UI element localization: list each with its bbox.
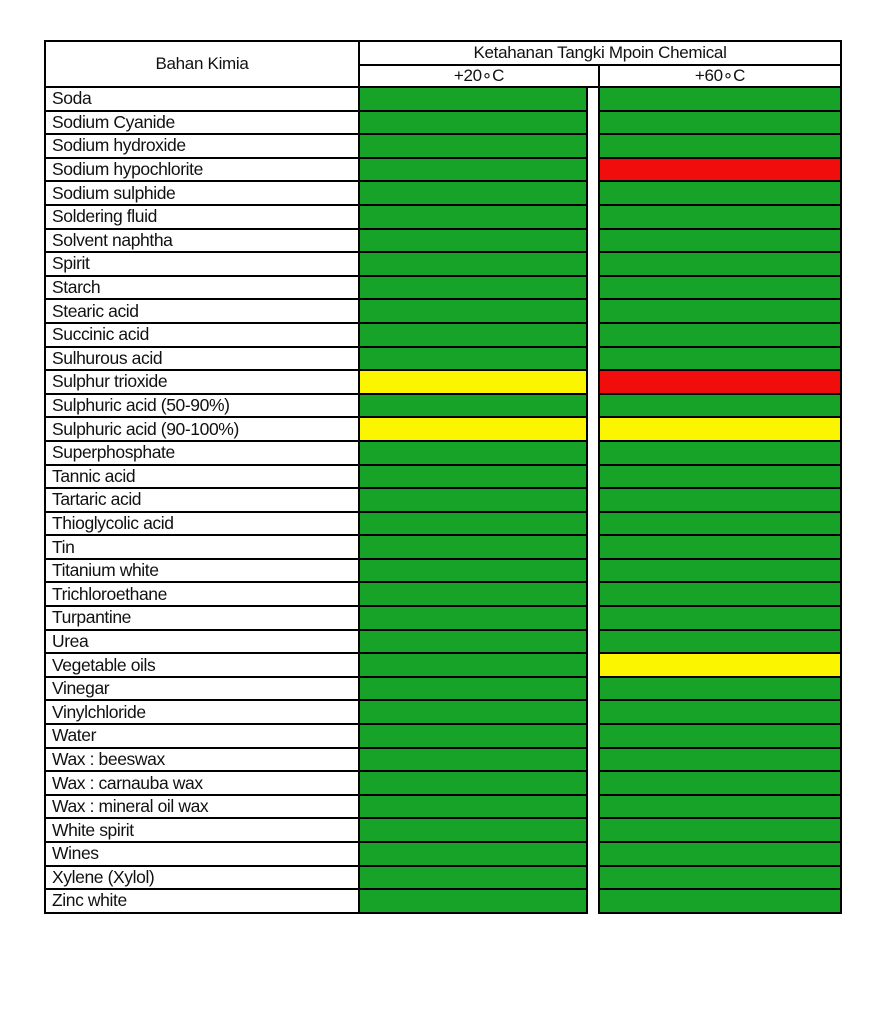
chemical-name: Wax : beeswax — [45, 748, 359, 772]
table-row — [45, 323, 841, 347]
table-row — [45, 818, 841, 842]
column-gap — [587, 559, 599, 583]
status-cell-60c — [599, 889, 841, 913]
chemical-name: Spirit — [45, 252, 359, 276]
status-cell-20c — [359, 700, 587, 724]
chemical-name: Solvent naphtha — [45, 229, 359, 253]
status-cell-60c — [599, 512, 841, 536]
status-cell-60c — [599, 205, 841, 229]
status-cell-60c — [599, 87, 841, 111]
status-cell-20c — [359, 488, 587, 512]
table-row — [45, 582, 841, 606]
column-header-60c: +60∘C — [599, 65, 841, 87]
status-cell-20c — [359, 205, 587, 229]
status-cell-60c — [599, 488, 841, 512]
status-cell-60c — [599, 582, 841, 606]
column-gap — [587, 677, 599, 701]
table-header — [45, 41, 841, 87]
status-cell-20c — [359, 299, 587, 323]
status-cell-20c — [359, 866, 587, 890]
table-row — [45, 653, 841, 677]
column-gap — [587, 111, 599, 135]
status-cell-60c — [599, 724, 841, 748]
chemical-name: Sodium Cyanide — [45, 111, 359, 135]
table-row — [45, 700, 841, 724]
chemical-name: Tartaric acid — [45, 488, 359, 512]
status-cell-60c — [599, 842, 841, 866]
column-gap — [587, 417, 599, 441]
status-cell-60c — [599, 111, 841, 135]
table-row — [45, 87, 841, 111]
status-cell-20c — [359, 512, 587, 536]
status-cell-60c — [599, 771, 841, 795]
chemical-name: Vegetable oils — [45, 653, 359, 677]
status-cell-60c — [599, 276, 841, 300]
status-cell-20c — [359, 559, 587, 583]
status-cell-60c — [599, 347, 841, 371]
table-row — [45, 748, 841, 772]
chemical-name: Sulphur trioxide — [45, 370, 359, 394]
column-gap — [587, 724, 599, 748]
chemical-name: Wax : carnauba wax — [45, 771, 359, 795]
column-gap — [587, 229, 599, 253]
chemical-name: Stearic acid — [45, 299, 359, 323]
column-gap — [587, 370, 599, 394]
chemical-name: Soda — [45, 87, 359, 111]
column-gap — [587, 323, 599, 347]
column-gap — [587, 630, 599, 654]
chemical-name: Tannic acid — [45, 465, 359, 489]
chemical-name: Water — [45, 724, 359, 748]
column-gap — [587, 535, 599, 559]
column-gap — [587, 299, 599, 323]
chemical-name: Trichloroethane — [45, 582, 359, 606]
status-cell-20c — [359, 677, 587, 701]
status-cell-60c — [599, 653, 841, 677]
status-cell-20c — [359, 818, 587, 842]
status-cell-20c — [359, 771, 587, 795]
status-cell-20c — [359, 276, 587, 300]
column-gap — [587, 158, 599, 182]
status-cell-60c — [599, 795, 841, 819]
chemical-name: Sulphuric acid (90-100%) — [45, 417, 359, 441]
status-cell-60c — [599, 229, 841, 253]
status-cell-60c — [599, 323, 841, 347]
table-row — [45, 771, 841, 795]
column-gap — [587, 181, 599, 205]
status-cell-20c — [359, 347, 587, 371]
table-row — [45, 842, 841, 866]
column-gap — [587, 700, 599, 724]
status-cell-20c — [359, 111, 587, 135]
chemical-name: Vinegar — [45, 677, 359, 701]
table-row — [45, 630, 841, 654]
status-cell-60c — [599, 394, 841, 418]
status-cell-60c — [599, 606, 841, 630]
chemical-name: Succinic acid — [45, 323, 359, 347]
status-cell-60c — [599, 417, 841, 441]
status-cell-20c — [359, 653, 587, 677]
table-body — [45, 87, 841, 913]
chemical-name: Wines — [45, 842, 359, 866]
column-gap — [587, 795, 599, 819]
table-row — [45, 606, 841, 630]
chemical-name: Sulphuric acid (50-90%) — [45, 394, 359, 418]
table-row — [45, 465, 841, 489]
status-cell-20c — [359, 370, 587, 394]
column-gap — [587, 134, 599, 158]
table-row — [45, 205, 841, 229]
table-row — [45, 158, 841, 182]
chemical-name: Superphosphate — [45, 441, 359, 465]
status-cell-60c — [599, 158, 841, 182]
status-cell-20c — [359, 795, 587, 819]
table-row — [45, 370, 841, 394]
status-cell-60c — [599, 700, 841, 724]
status-cell-20c — [359, 87, 587, 111]
table-row — [45, 795, 841, 819]
table-row — [45, 299, 841, 323]
column-gap — [587, 606, 599, 630]
status-cell-60c — [599, 370, 841, 394]
status-cell-20c — [359, 535, 587, 559]
status-cell-20c — [359, 252, 587, 276]
chemical-name: Tin — [45, 535, 359, 559]
status-cell-60c — [599, 465, 841, 489]
status-cell-60c — [599, 181, 841, 205]
column-gap — [587, 394, 599, 418]
table-row — [45, 512, 841, 536]
status-cell-20c — [359, 134, 587, 158]
table-row — [45, 134, 841, 158]
column-gap — [587, 653, 599, 677]
chemical-name: Wax : mineral oil wax — [45, 795, 359, 819]
status-cell-60c — [599, 134, 841, 158]
status-cell-20c — [359, 158, 587, 182]
table-row — [45, 559, 841, 583]
column-gap — [587, 205, 599, 229]
table-row — [45, 677, 841, 701]
status-cell-20c — [359, 606, 587, 630]
column-gap — [587, 87, 599, 111]
chemical-name: Xylene (Xylol) — [45, 866, 359, 890]
table-row — [45, 229, 841, 253]
status-cell-20c — [359, 181, 587, 205]
status-cell-20c — [359, 582, 587, 606]
header-row-group — [45, 41, 841, 65]
chemical-resistance-table — [44, 40, 842, 914]
column-gap — [587, 818, 599, 842]
status-cell-60c — [599, 748, 841, 772]
status-cell-20c — [359, 465, 587, 489]
chemical-name: Sodium hydroxide — [45, 134, 359, 158]
table-row — [45, 347, 841, 371]
column-gap — [587, 748, 599, 772]
table-row — [45, 441, 841, 465]
column-gap — [587, 441, 599, 465]
chemical-name: Starch — [45, 276, 359, 300]
status-cell-20c — [359, 394, 587, 418]
column-gap — [587, 347, 599, 371]
chemical-name: Soldering fluid — [45, 205, 359, 229]
status-cell-60c — [599, 252, 841, 276]
table-row — [45, 111, 841, 135]
status-cell-20c — [359, 630, 587, 654]
column-group-header: Ketahanan Tangki Mpoin Chemical — [359, 41, 841, 65]
status-cell-20c — [359, 229, 587, 253]
table-row — [45, 488, 841, 512]
chemical-name: Urea — [45, 630, 359, 654]
status-cell-60c — [599, 630, 841, 654]
table-row — [45, 724, 841, 748]
chemical-name: Turpantine — [45, 606, 359, 630]
column-gap — [587, 771, 599, 795]
table-row — [45, 866, 841, 890]
status-cell-60c — [599, 818, 841, 842]
status-cell-20c — [359, 842, 587, 866]
table-row — [45, 181, 841, 205]
status-cell-60c — [599, 559, 841, 583]
column-gap — [587, 582, 599, 606]
chemical-name: Thioglycolic acid — [45, 512, 359, 536]
column-header-20c: +20∘C — [359, 65, 599, 87]
status-cell-60c — [599, 441, 841, 465]
column-gap — [587, 252, 599, 276]
table-row — [45, 535, 841, 559]
status-cell-60c — [599, 677, 841, 701]
chemical-name: Titanium white — [45, 559, 359, 583]
column-gap — [587, 842, 599, 866]
table-row — [45, 394, 841, 418]
column-gap — [587, 276, 599, 300]
table-row — [45, 889, 841, 913]
column-gap — [587, 889, 599, 913]
table-row — [45, 252, 841, 276]
chemical-name: Zinc white — [45, 889, 359, 913]
column-header-bahan-kimia: Bahan Kimia — [45, 41, 359, 87]
table-row — [45, 417, 841, 441]
column-gap — [587, 488, 599, 512]
status-cell-60c — [599, 535, 841, 559]
status-cell-20c — [359, 441, 587, 465]
status-cell-20c — [359, 724, 587, 748]
status-cell-20c — [359, 748, 587, 772]
status-cell-20c — [359, 889, 587, 913]
chemical-name: Sodium hypochlorite — [45, 158, 359, 182]
chemical-name: White spirit — [45, 818, 359, 842]
status-cell-20c — [359, 417, 587, 441]
status-cell-20c — [359, 323, 587, 347]
table-row — [45, 276, 841, 300]
column-gap — [587, 866, 599, 890]
column-gap — [587, 512, 599, 536]
status-cell-60c — [599, 299, 841, 323]
chemical-name: Sulhurous acid — [45, 347, 359, 371]
chemical-name: Vinylchloride — [45, 700, 359, 724]
chemical-name: Sodium sulphide — [45, 181, 359, 205]
status-cell-60c — [599, 866, 841, 890]
column-gap — [587, 465, 599, 489]
